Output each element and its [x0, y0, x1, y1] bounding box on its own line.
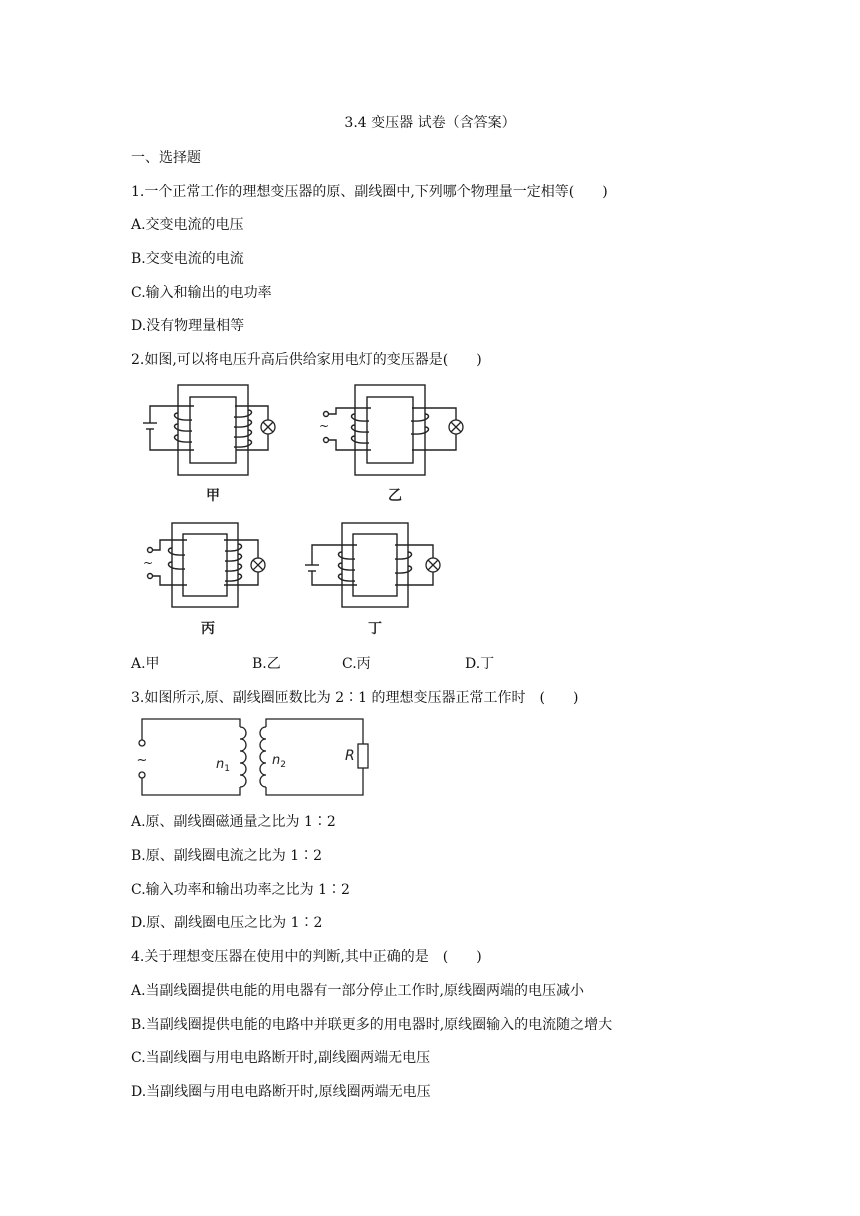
q3-option-d: D.原、副线圈电压之比为 1∶2 — [131, 915, 323, 931]
n1-subscript: 1 — [224, 764, 230, 774]
q3-option-b: B.原、副线圈电流之比为 1∶2 — [131, 848, 323, 864]
q2-option-b: B.乙 — [252, 656, 281, 672]
n1-label: n — [216, 757, 225, 772]
svg-text:~: ~ — [318, 419, 330, 433]
q1-option-d: D.没有物理量相等 — [131, 318, 245, 334]
transformer-figures — [0, 380, 860, 640]
question-3-stem: 3.如图所示,原、副线圈匝数比为 2∶1 的理想变压器正常工作时 ( ) — [131, 690, 579, 706]
q2-option-c: C.丙 — [342, 656, 371, 672]
svg-text:~: ~ — [142, 556, 154, 570]
label-jia: 甲 — [206, 488, 220, 504]
label-ding: 丁 — [368, 621, 382, 637]
page-title: 3.4 变压器 试卷（含答案） — [344, 115, 516, 131]
q2-option-d: D.丁 — [465, 656, 495, 672]
resistor-label: R — [345, 748, 355, 764]
q4-option-b: B.当副线圈提供电能的电路中并联更多的用电器时,原线圈输入的电流随之增大 — [131, 1017, 613, 1033]
question-4-stem: 4.关于理想变压器在使用中的判断,其中正确的是 ( ) — [131, 949, 482, 965]
label-yi: 乙 — [388, 488, 402, 504]
q2-option-a: A.甲 — [131, 656, 160, 672]
ac-source-symbol: ~ — [136, 753, 148, 768]
q1-option-c: C.输入和输出的电功率 — [131, 285, 272, 301]
transformer-bing — [148, 523, 266, 607]
question-2-stem: 2.如图,可以将电压升高后供给家用电灯的变压器是( ) — [131, 352, 482, 368]
svg-text:n1 — [216, 757, 230, 774]
n2-subscript: 2 — [280, 760, 286, 770]
transformer-jia — [143, 385, 275, 475]
question-1-stem: 1.一个正常工作的理想变压器的原、副线圈中,下列哪个物理量一定相等( ) — [131, 184, 608, 200]
section-heading: 一、选择题 — [131, 150, 201, 166]
label-bing: 丙 — [201, 621, 215, 637]
q1-option-a: A.交变电流的电压 — [131, 217, 244, 233]
q3-option-a: A.原、副线圈磁通量之比为 1∶2 — [131, 814, 336, 830]
q3-option-c: C.输入功率和输出功率之比为 1∶2 — [131, 882, 350, 898]
svg-text:n2 — [272, 753, 286, 770]
transformer-yi — [324, 385, 464, 475]
transformer-ding — [305, 523, 440, 607]
q4-option-c: C.当副线圈与用电电路断开时,副线圈两端无电压 — [131, 1050, 431, 1066]
circuit-figure — [130, 712, 380, 802]
q1-option-b: B.交变电流的电流 — [131, 251, 244, 267]
q4-option-a: A.当副线圈提供电能的用电器有一部分停止工作时,原线圈两端的电压减小 — [131, 983, 585, 999]
n2-label: n — [272, 753, 281, 768]
q4-option-d: D.当副线圈与用电电路断开时,原线圈两端无电压 — [131, 1084, 431, 1100]
